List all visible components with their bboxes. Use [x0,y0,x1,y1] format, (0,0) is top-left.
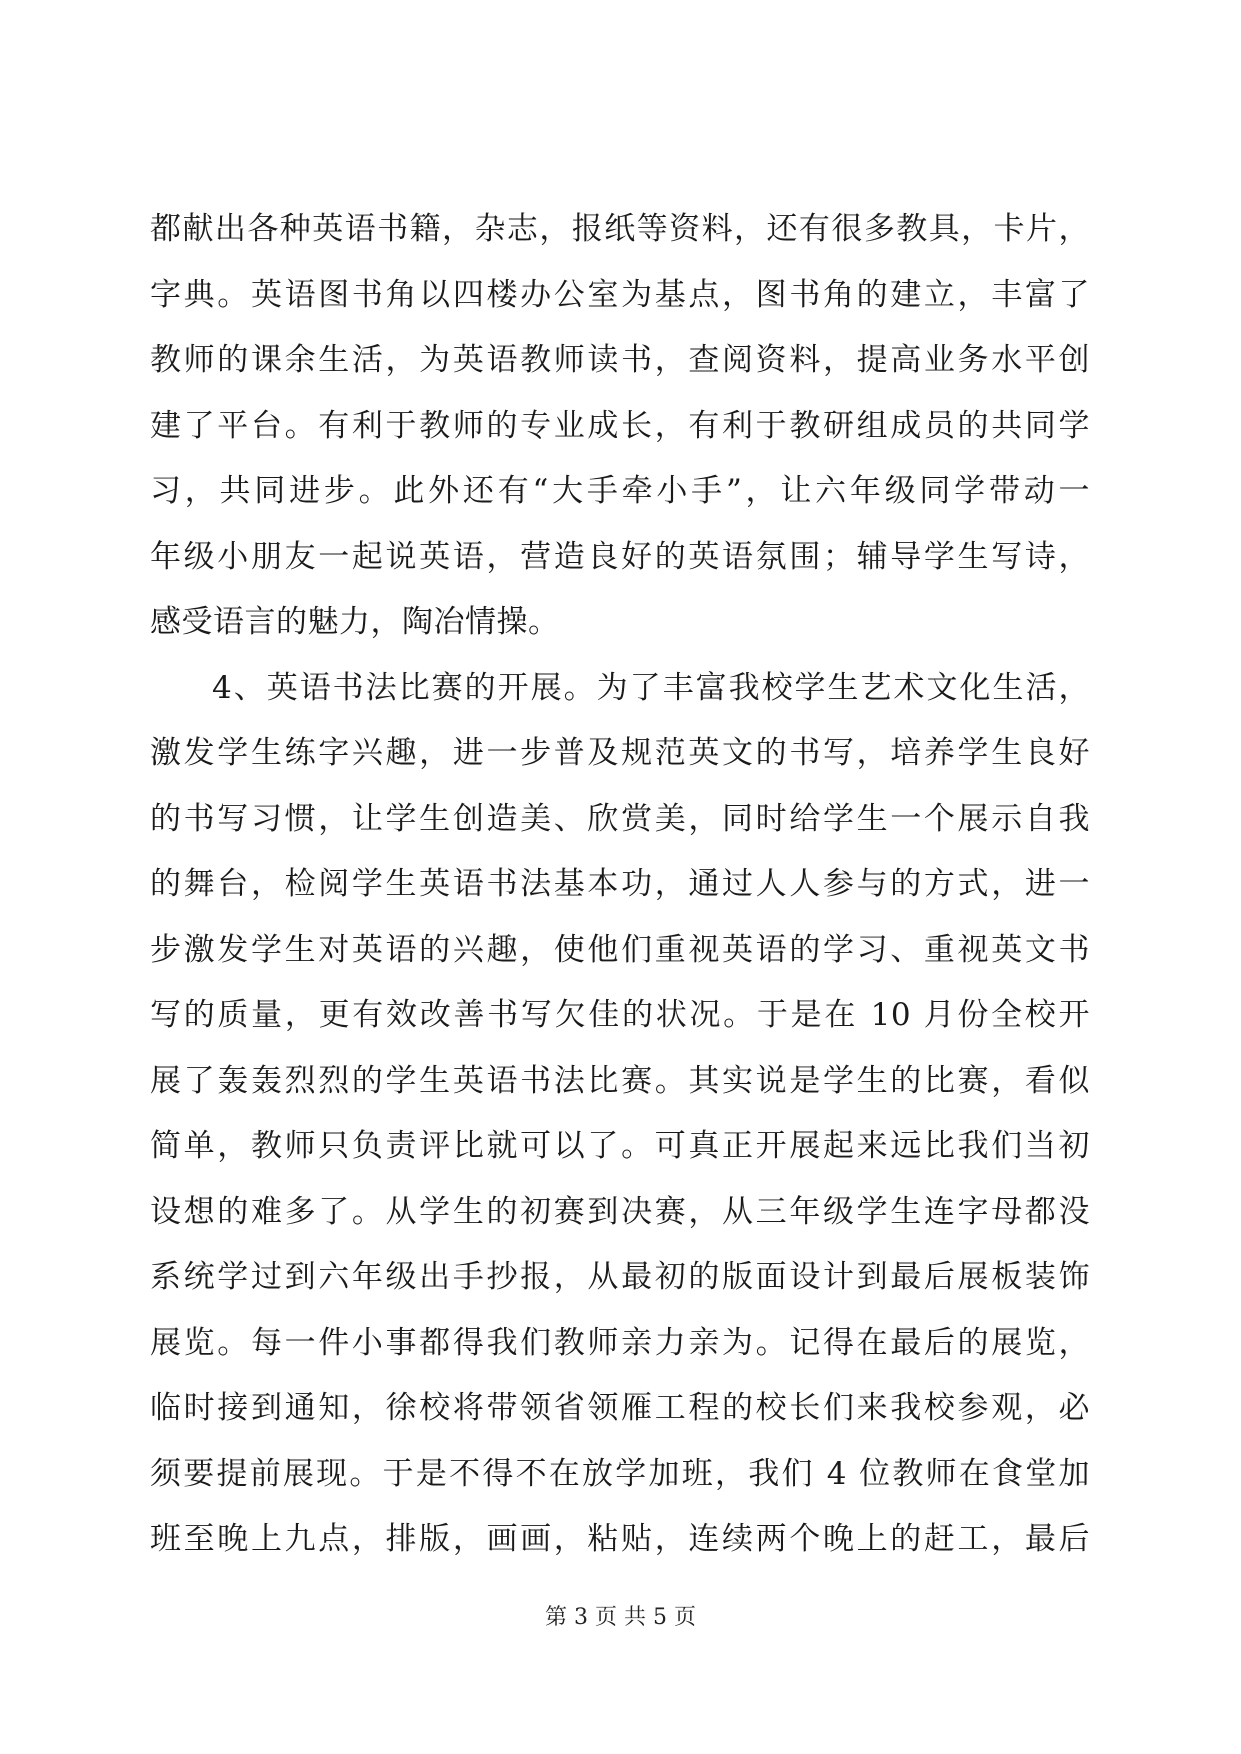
text-line: 临时接到通知，徐校将带领省领雁工程的校长们来我校参观，必 [150,1390,1090,1426]
text-line: 4、英语书法比赛的开展。为了丰富我校学生艺术文化生活， [212,669,1090,706]
text-line: 字典。英语图书角以四楼办公室为基点，图书角的建立，丰富了 [150,276,1090,313]
body-text [150,197,1090,1573]
text-line: 步激发学生对英语的兴趣，使他们重视英语的学习、重视英文书 [150,931,1090,968]
text-line: 都献出各种英语书籍，杂志，报纸等资料，还有很多教具，卡片， [150,211,1090,247]
text-line: 展览。每一件小事都得我们教师亲力亲为。记得在最后的展览， [150,1324,1090,1361]
paragraph-2 [150,656,1090,1573]
text-line: 建了平台。有利于教师的专业成长，有利于教研组成员的共同学 [150,407,1090,444]
text-line: 激发学生练字兴趣，进一步普及规范英文的书写，培养学生良好 [150,735,1090,771]
text-line: 展了轰轰烈烈的学生英语书法比赛。其实说是学生的比赛，看似 [150,1062,1090,1099]
text-line: 感受语言的魅力，陶冶情操。 [150,604,560,640]
text-line: 班至晚上九点，排版，画画，粘贴，连续两个晚上的赶工，最后 [150,1521,1090,1557]
text-line: 须要提前展现。于是不得不在放学加班，我们 4 位教师在食堂加 [150,1455,1090,1492]
text-line: 的舞台，检阅学生英语书法基本功，通过人人参与的方式，进一 [150,866,1090,902]
text-line: 年级小朋友一起说英语，营造良好的英语氛围；辅导学生写诗， [150,538,1090,575]
paragraph-1 [150,197,1090,656]
text-line: 系统学过到六年级出手抄报，从最初的版面设计到最后展板装饰 [150,1259,1090,1295]
page-footer: 第 3 页 共 5 页 [545,1605,696,1630]
text-line: 写的质量，更有效改善书写欠佳的状况。于是在 10 月份全校开 [150,997,1090,1033]
text-line: 教师的课余生活，为英语教师读书，查阅资料，提高业务水平创 [150,342,1090,378]
text-line: 设想的难多了。从学生的初赛到决赛，从三年级学生连字母都没 [150,1193,1090,1230]
text-line: 习，共同进步。此外还有“大手牵小手”，让六年级同学带动一 [150,473,1090,509]
text-line: 简单，教师只负责评比就可以了。可真正开展起来远比我们当初 [150,1128,1090,1164]
text-line: 的书写习惯，让学生创造美、欣赏美，同时给学生一个展示自我 [150,800,1090,837]
